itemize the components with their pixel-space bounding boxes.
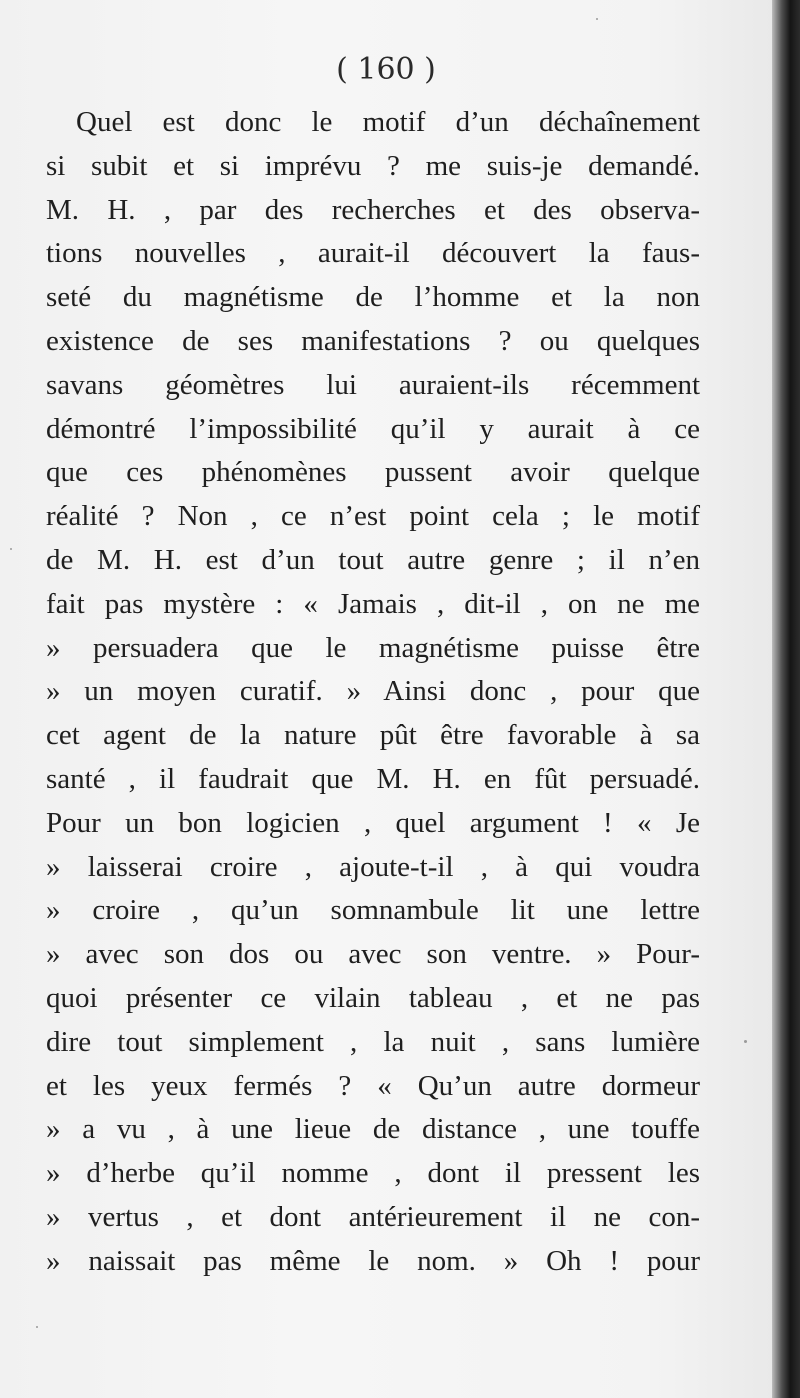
text-line: démontré l’impossibilité qu’il y aurait à ce xyxy=(46,412,700,445)
paper-speck xyxy=(36,1326,38,1328)
text-line: » avec son dos ou avec son ventre. » Pour- xyxy=(46,938,700,971)
text-line: » croire , qu’un somnambule lit une lettre xyxy=(46,894,700,927)
text-line: tions nouvelles , aurait-il découvert la faus- xyxy=(46,237,700,270)
page-edge-shadow xyxy=(772,0,800,1398)
text-line: savans géomètres lui auraient-ils récemment xyxy=(46,368,700,401)
text-line: et les yeux fermés ? « Qu’un autre dormeur xyxy=(46,1069,700,1102)
text-line: santé , il faudrait que M. H. en fût persuadé. xyxy=(46,762,700,795)
text-line: réalité ? Non , ce n’est point cela ; le motif xyxy=(46,500,700,533)
text-line: » vertus , et dont antérieurement il ne con- xyxy=(46,1200,700,1233)
paper-speck xyxy=(744,1040,747,1043)
text-line: » d’herbe qu’il nomme , dont il pressent les xyxy=(46,1157,700,1190)
text-line: si subit et si imprévu ? me suis-je demandé. xyxy=(46,149,700,182)
text-line: de M. H. est d’un tout autre genre ; il n’en xyxy=(46,543,700,576)
paper-speck xyxy=(10,548,12,550)
text-line: fait pas mystère : « Jamais , dit-il , on ne me xyxy=(46,587,700,620)
text-line: seté du magnétisme de l’homme et la non xyxy=(46,281,700,314)
text-line: M. H. , par des recherches et des observa- xyxy=(46,193,700,226)
text-line: » laisserai croire , ajoute-t-il , à qui voudra xyxy=(46,850,700,883)
body-text xyxy=(46,101,700,1284)
text-line: quoi présenter ce vilain tableau , et ne pas xyxy=(46,981,700,1014)
text-line: cet agent de la nature pût être favorable à sa xyxy=(46,719,700,752)
text-line: que ces phénomènes pussent avoir quelque xyxy=(46,456,700,489)
text-line: » un moyen curatif. » Ainsi donc , pour que xyxy=(46,675,700,708)
paper-speck xyxy=(596,18,598,20)
text-line: Pour un bon logicien , quel argument ! « Je xyxy=(46,806,700,839)
text-line: » naissait pas même le nom. » Oh ! pour xyxy=(46,1244,700,1277)
page-number: ( 160 ) xyxy=(336,52,436,87)
text-line: » persuadera que le magnétisme puisse être xyxy=(46,631,700,664)
text-line: » a vu , à une lieue de distance , une touffe xyxy=(46,1113,700,1146)
text-line: Quel est donc le motif d’un déchaînement xyxy=(76,106,700,138)
text-line: existence de ses manifestations ? ou quelques xyxy=(46,324,700,357)
text-line: dire tout simplement , la nuit , sans lumière xyxy=(46,1025,700,1058)
